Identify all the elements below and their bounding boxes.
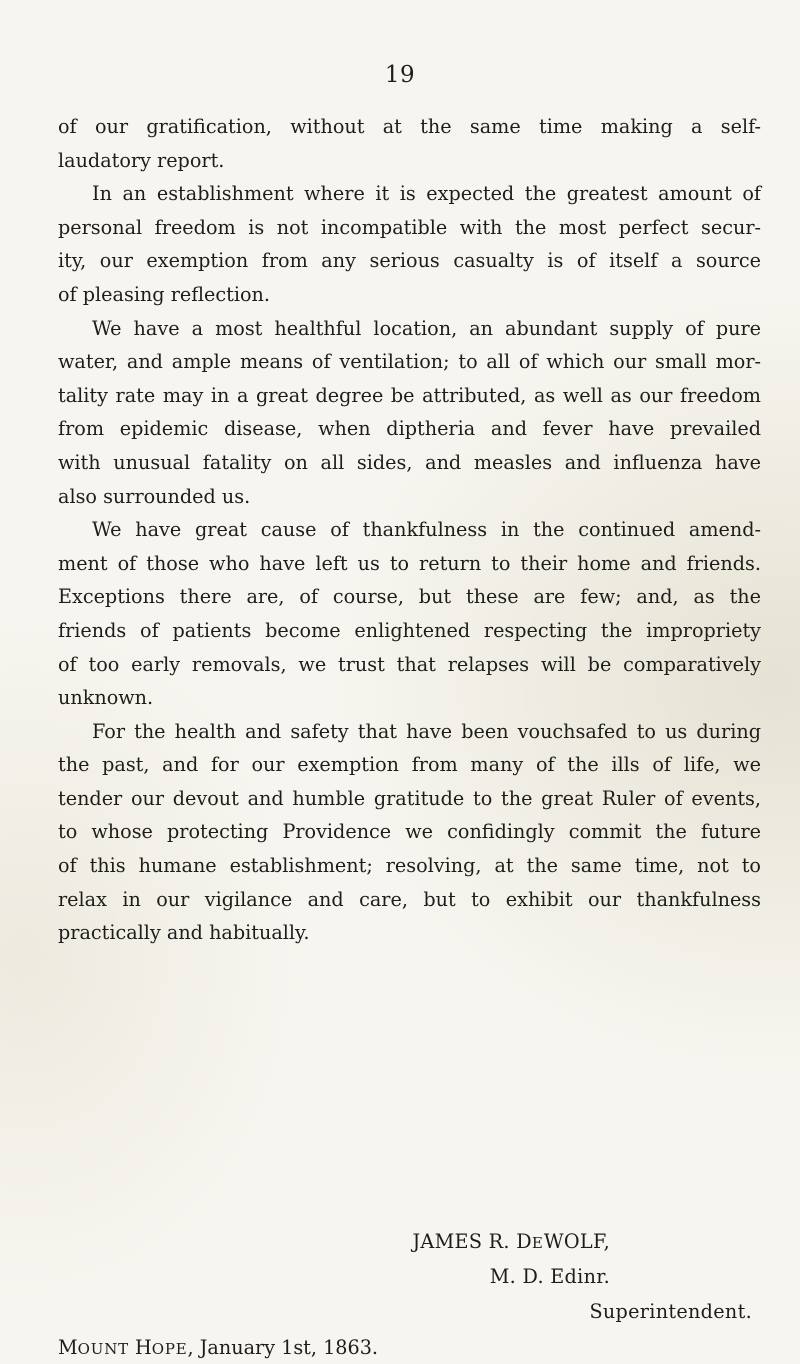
- text-line: In an establishment where it is expected the greatest amount of: [92, 182, 761, 206]
- date-text: , January 1st, 1863.: [187, 1336, 379, 1359]
- text-line: laudatory report.: [58, 148, 225, 172]
- signature-name-end: WOLF,: [543, 1230, 610, 1253]
- signature-title: Superintendent.: [589, 1300, 752, 1323]
- place-initial: M: [58, 1336, 78, 1359]
- text-line: water, and ample means of ventilation; to all of which our small mor-: [58, 350, 761, 374]
- paragraph: [58, 110, 761, 177]
- text-line: friends of patients become enlightened respecting the impropriety: [58, 618, 761, 642]
- text-line: to whose protecting Providence we confidingly commit the future: [58, 820, 761, 844]
- text-line: practically and habitually.: [58, 921, 310, 945]
- text-line: We have a most healthful location, an abundant supply of pure: [92, 316, 761, 340]
- paragraph: [58, 715, 761, 950]
- text-line: relax in our vigilance and care, but to exhibit our thankfulness: [58, 887, 761, 911]
- text-line: ment of those who have left us to return to their home and friends.: [58, 551, 761, 575]
- page-number: 19: [384, 62, 416, 88]
- signature-name-small-caps: E: [531, 1234, 544, 1252]
- text-line: ity, our exemption from any serious casualty is of itself a source: [58, 249, 761, 273]
- text-line: the past, and for our exemption from many of the ills of life, we: [58, 753, 761, 777]
- paragraph: [58, 177, 761, 311]
- place-small-caps: OPE: [151, 1340, 188, 1358]
- text-line: also surrounded us.: [58, 484, 251, 508]
- paragraph: [58, 312, 761, 514]
- place-small-caps: OUNT: [77, 1340, 129, 1358]
- text-line: unknown.: [58, 686, 154, 710]
- signature-name: [412, 1230, 610, 1253]
- text-line: tality rate may in a great degree be attributed, as well as our freedom: [58, 383, 761, 407]
- place-initial: H: [135, 1336, 152, 1359]
- text-line: Exceptions there are, of course, but these are few; and, as the: [58, 585, 761, 609]
- text-line: of pleasing reflection.: [58, 282, 270, 306]
- text-line: from epidemic disease, when diptheria and fever have prevailed: [58, 417, 761, 441]
- place-and-date: [58, 1336, 378, 1359]
- text-line: of this humane establishment; resolving, at the same time, not to: [58, 854, 761, 878]
- text-line: For the health and safety that have been vouchsafed to us during: [92, 719, 761, 743]
- text-line: tender our devout and humble gratitude to the great Ruler of events,: [58, 786, 761, 810]
- text-line: of our gratification, without at the same time making a self-: [58, 115, 761, 138]
- text-line: We have great cause of thankfulness in the continued amend-: [92, 518, 761, 542]
- text-line: of too early removals, we trust that relapses will be comparatively: [58, 652, 761, 676]
- signature-name-main: JAMES R. D: [412, 1230, 532, 1253]
- report-body: [58, 110, 761, 950]
- signature-degree: M. D. Edinr.: [489, 1265, 610, 1288]
- paragraph: [58, 513, 761, 715]
- text-line: with unusual fatality on all sides, and measles and influenza have: [58, 450, 761, 474]
- text-line: personal freedom is not incompatible with the most perfect secur-: [58, 215, 761, 239]
